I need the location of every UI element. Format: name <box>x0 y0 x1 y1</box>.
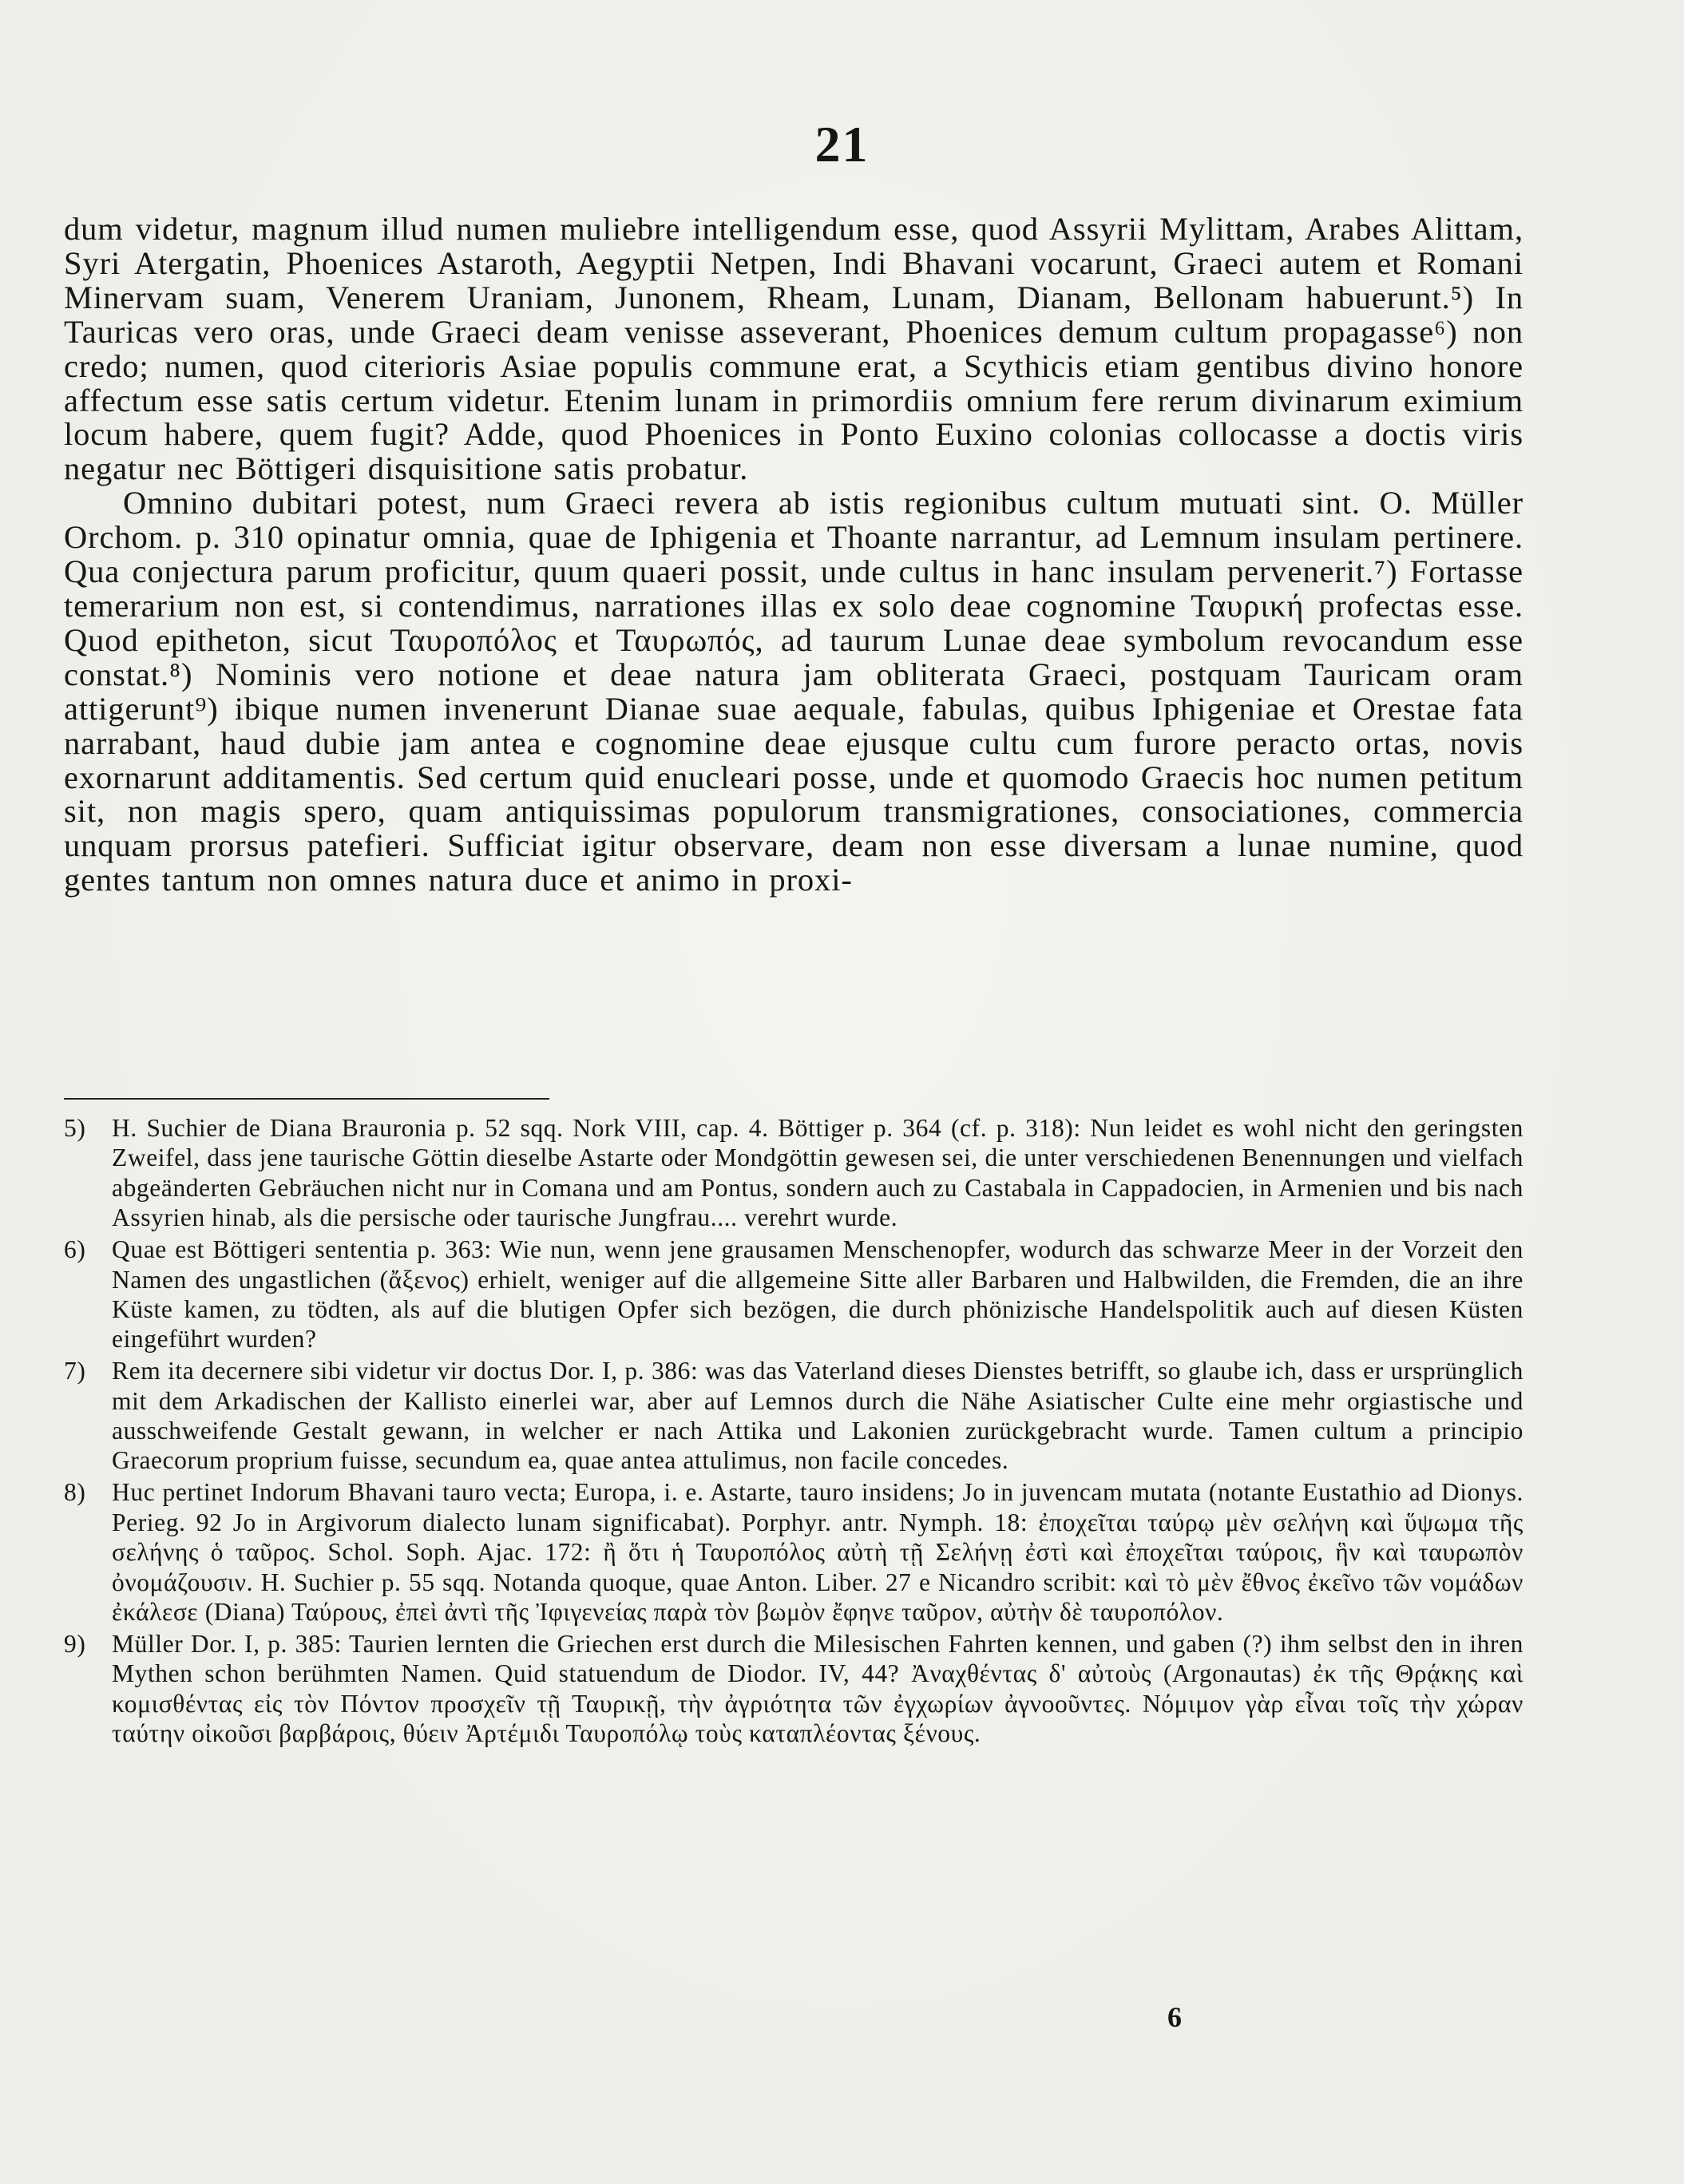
footnote-9 <box>64 1629 1524 1749</box>
footnote-text: H. Suchier de Diana Brauronia p. 52 sqq. Nork VIII, cap. 4. Böttiger p. 364 (cf. p. 318): Nun leidet es wohl nicht den geringsten Zweifel, dass jene taurische Göttin dieselbe Astarte oder Mondgöttin gewesen sei, die unter verschiedenen Benennungen und vielfach abgeänderten Gebräuchen nicht nur in Comana und am Pontus, sondern auch zu Castabala in Cappadocien, in Armenien und bis nach Assyrien hinab, als die persische oder taurische Jungfrau.... verehrt wurde. <box>112 1114 1524 1232</box>
page-number: 21 <box>814 116 870 172</box>
footnote-text: Huc pertinet Indorum Bhavani tauro vecta; Europa, i. e. Astarte, tauro insidens; Jo in juvencam mutata (notante Eustathio ad Dionys. Perieg. 92 Jo in Argivorum dialecto lunam significabat). Porphyr. antr. Nymph. 18: ἐποχεῖται ταύρῳ μὲν σελήνη καὶ ὕψωμα τῆς σελήνης ὁ ταῦρος. Schol. Soph. Ajac. 172: ἢ ὅτι ἡ Ταυροπόλος αὐτὴ τῇ Σελήνῃ ἐστὶ καὶ ἐποχεῖται ταύροις, ἣν καὶ ταυρωπὸν ὀνομάζουσιν. H. Suchier p. 55 sqq. Notanda quoque, quae Anton. Liber. 27 e Nicandro scribit: καὶ τὸ μὲν ἔθνος ἐκεῖνο τῶν νομάδων ἐκάλεσε (Diana) Ταύρους, ἐπεὶ ἀντὶ τῆς Ἰφιγενείας παρὰ τὸν βωμὸν ἔφηνε ταῦρον, αὐτὴν δὲ ταυροπόλον. <box>112 1478 1524 1626</box>
footnote-number: 7) <box>64 1357 86 1385</box>
signature-mark: 6 <box>1167 2001 1182 2033</box>
footnote-text: Quae est Böttigeri sententia p. 363: Wie nun, wenn jene grausamen Menschenopfer, wodurch das schwarze Meer in der Vorzeit den Namen des ungastlichen (ἄξενος) erhielt, weniger auf die allgemeine Sitte aller Barbaren und Halbwilden, die Fremden, die an ihre Küste kamen, zu tödten, als auf die blutigen Opfer sich bezögen, die durch phönizische Handelspolitik auch auf diesen Küsten eingeführt wurden? <box>112 1235 1524 1354</box>
footnotes <box>64 1113 1524 1750</box>
footnote-number: 5) <box>64 1114 86 1142</box>
footnote-8 <box>64 1477 1524 1627</box>
paragraph-1: dum videtur, magnum illud numen muliebre intelligendum esse, quod Assyrii Mylittam, Arabes Alittam, Syri Atergatin, Phoenices Astaroth, Aegyptii Netpen, Indi Bhavani vocarunt, Graeci autem et Romani Minervam suam, Venerem Uraniam, Junonem, Rheam, Lunam, Dianam, Bellonam habuerunt.⁵) In Tauricas vero oras, unde Graeci deam venisse asseverant, Phoenices demum cultum propagasse⁶) non credo; numen, quod citerioris Asiae populis commune erat, a Scythicis etiam gentibus divino honore affectum esse satis certum videtur. Etenim lunam in primordiis omnium fere rerum divinarum eximium locum habere, quem fugit? Adde, quod Phoenices in Ponto Euxino colonias collocasse a doctis viris negatur nec Böttigeri disquisitione satis probatur. <box>64 211 1524 487</box>
footnote-6 <box>64 1235 1524 1354</box>
footnote-5 <box>64 1113 1524 1233</box>
footnote-separator <box>64 1098 549 1100</box>
paragraph-2: Omnino dubitari potest, num Graeci revera ab istis regionibus cultum mutuati sint. O. Müller Orchom. p. 310 opinatur omnia, quae de Iphigenia et Thoante narrantur, ad Lemnum insulam pertinere. Qua conjectura parum proficitur, quum quaeri possit, unde cultus in hanc insulam pervenerit.⁷) Fortasse temerarium non est, si contendimus, narrationes illas ex solo deae cognomine Ταυρική profectas esse. Quod epitheton, sicut Ταυροπόλος et Ταυρωπός, ad taurum Lunae deae symbolum revocandum esse constat.⁸) Nominis vero notione et deae natura jam obliterata Graeci, postquam Tauricam oram attigerunt⁹) ibique numen invenerunt Dianae suae aequale, fabulas, quibus Iphigeniae et Orestae fata narrabant, haud dubie jam antea e cognomine deae ejusque cultu cum furore peracto ortas, novis exornarunt additamentis. Sed certum quid enucleari posse, unde et quomodo Graecis hoc numen petitum sit, non magis spero, quam antiquissimas populorum transmigrationes, consociationes, commercia unquam prorsus patefieri. Sufficiat igitur observare, deam non esse diversam a lunae numine, quod gentes tantum non omnes natura duce et animo in proxi- <box>64 485 1524 898</box>
footnote-number: 6) <box>64 1235 86 1264</box>
footnote-7 <box>64 1356 1524 1476</box>
footnote-number: 8) <box>64 1478 86 1507</box>
main-text <box>64 212 1524 898</box>
footnote-text: Rem ita decernere sibi videtur vir doctus Dor. I, p. 386: was das Vaterland dieses Dienstes betrifft, so glaube ich, dass er ursprünglich mit dem Arkadischen der Kallisto einerlei war, aber auf Lemnos durch die Nähe Asiatischer Culte eine mehr orgiastische und ausschweifende Gestalt gewann, in welcher er nach Attika und Lakonien zurückgebracht wurde. Tamen cultum a principio Graecorum proprium fuisse, secundum ea, quae antea attulimus, non facile concedes. <box>112 1357 1524 1475</box>
footnote-number: 9) <box>64 1629 86 1658</box>
footnote-text: Müller Dor. I, p. 385: Taurien lernten die Griechen erst durch die Milesischen Fahrten kennen, und gaben (?) ihm selbst den in ihren Mythen schon berühmten Namen. Quid statuendum de Diodor. IV, 44? Ἀναχθέντας δ' αὐτοὺς (Argonautas) ἐκ τῆς Θρᾴκης καὶ κομισθέντας εἰς τὸν Πόντον προσχεῖν τῇ Ταυρικῇ, τὴν ἀγριότητα τῶν ἐγχωρίων ἀγνοοῦντες. Νόμιμον γὰρ εἶναι τοῖς τὴν χώραν ταύτην οἰκοῦσι βαρβάροις, θύειν Ἀρτέμιδι Ταυροπόλῳ τοὺς καταπλέοντας ξένους. <box>112 1629 1524 1748</box>
